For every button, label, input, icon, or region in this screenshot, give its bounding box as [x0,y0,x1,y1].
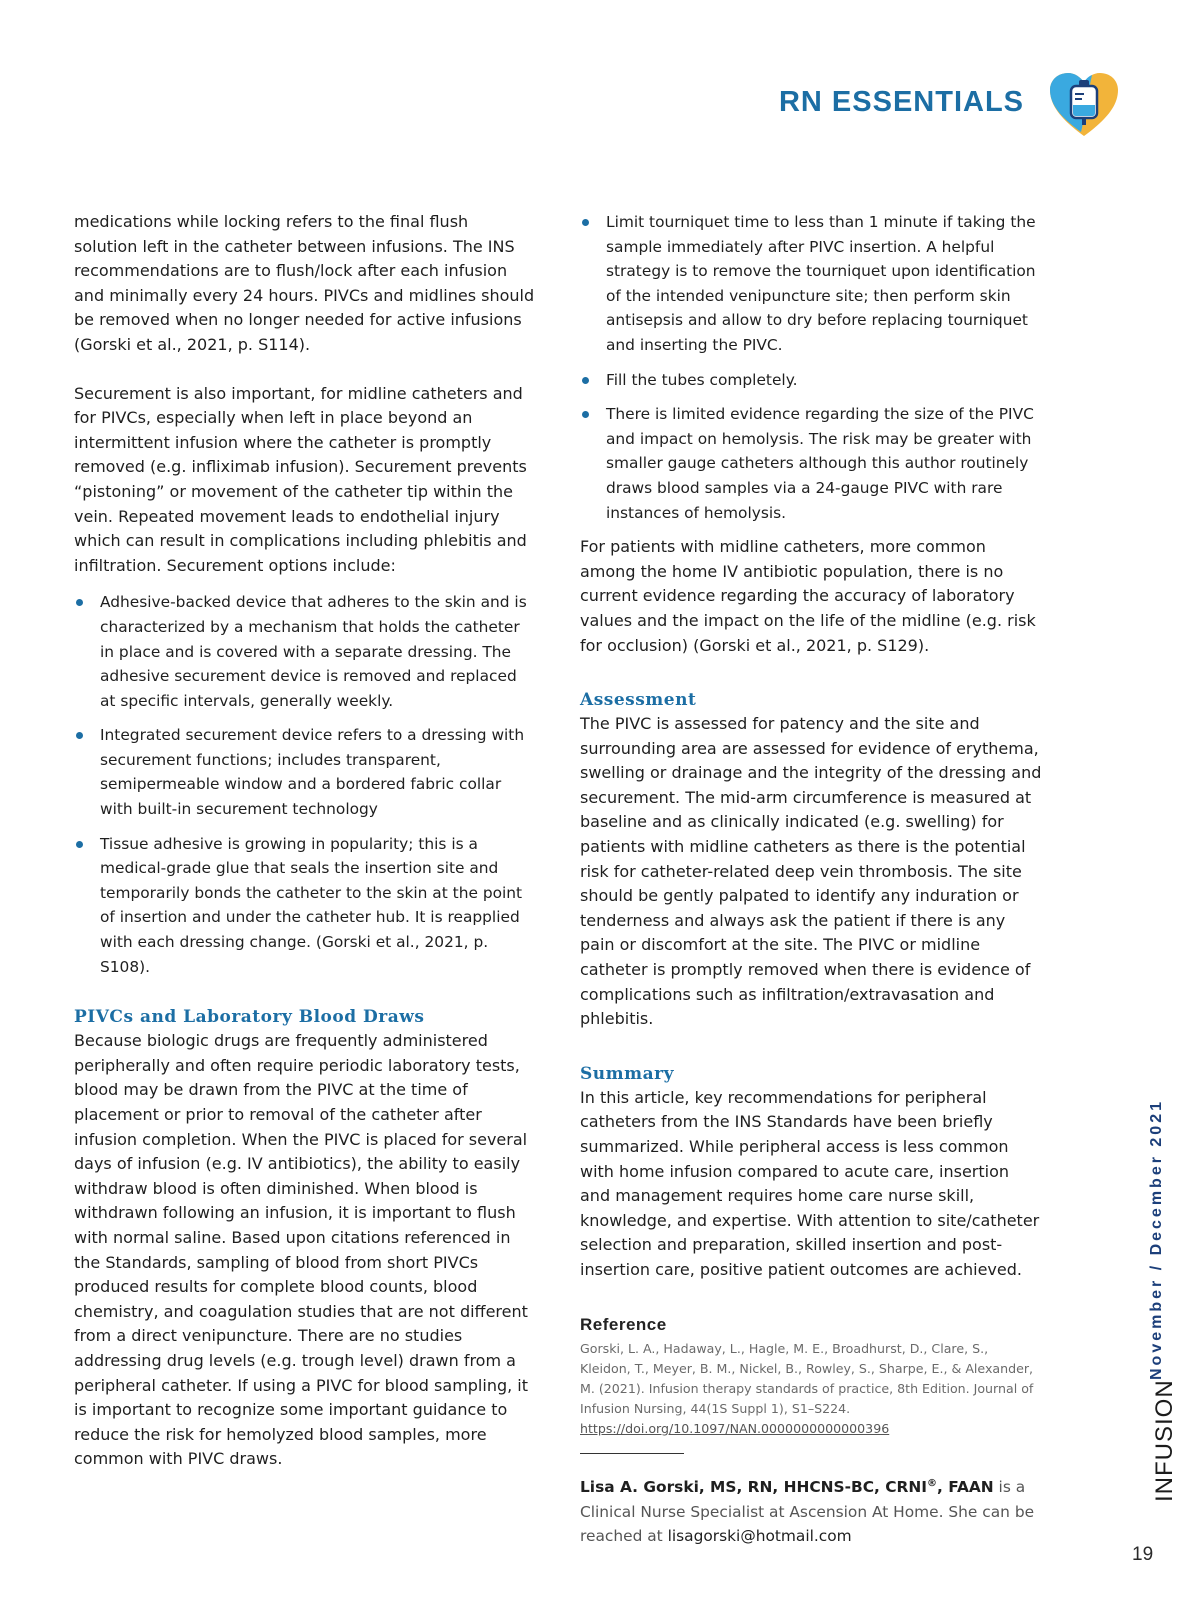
list-item: Adhesive-backed device that adheres to the skin and is characterized by a mechanism that holds the catheter in place and is covered with a separate dressing. The adhesive securement device is removed and replaced at specific intervals, generally weekly. [74,590,536,713]
heading-reference: Reference [580,1314,667,1334]
author-credential: , FAAN [937,1478,994,1497]
iv-bag-heart-icon [1048,72,1120,138]
paragraph-midline: For patients with midline catheters, more common among the home IV antibiotic population, there is no current evidence regarding the accuracy of laboratory values and the impact on the life of the midline (e.g. risk for occlusion) (Gorski et al., 2021, p. S129). [580,537,1036,655]
list-item: Limit tourniquet time to less than 1 minute if taking the sample immediately after PIVC insertion. A helpful strategy is to remove the tourniquet upon identification of the intended venipuncture site; then perform skin antisepsis and allow to dry before replacing tourniquet and inserting the PIVC. [580,210,1042,358]
bullet-icon [76,732,83,739]
securement-options-list [74,590,536,979]
bullet-icon [582,411,589,418]
author-email-link[interactable]: lisagorski@hotmail.com [667,1527,852,1546]
list-item: Tissue adhesive is growing in popularity; this is a medical-grade glue that seals the insertion site and temporarily bonds the catheter to the skin at the point of insertion and under the catheter hub. It is reapplied with each dressing change. (Gorski et al., 2021, p. S108). [74,832,536,980]
paragraph-summary: In this article, key recommendations for peripheral catheters from the INS Standards have been briefly summarized. While peripheral access is less common with home infusion compared to acute care, insertion and management requires home care nurse skill, knowledge, and expertise. With attention to site/catheter selection and preparation, skilled insertion and post-insertion care, positive patient outcomes are achieved. [580,1087,1040,1279]
author-bio: Lisa A. Gorski, MS, RN, HHCNS-BC, CRNI®, FAAN is a Clinical Nurse Specialist at Ascension At Home. She can be reached at lisagorski@hotmail.com [580,1478,1035,1546]
heading-blood-draws: PIVCs and Laboratory Blood Draws [74,1007,425,1028]
bullet-icon [582,219,589,226]
list-item: Integrated securement device refers to a dressing with securement functions; includes transparent, semipermeable window and a bordered fabric collar with built-in securement technology [74,723,536,821]
bullet-icon [76,841,83,848]
section-title: RN ESSENTIALS [778,86,1024,118]
list-item: Fill the tubes completely. [580,368,1042,393]
bullet-icon [76,599,83,606]
issue-date: November / December 2021 [1148,1099,1165,1380]
reference-citation: Gorski, L. A., Hadaway, L., Hagle, M. E., Broadhurst, D., Clare, S., Kleidon, T., Meyer, B. M., Nickel, B., Rowley, S., Sharpe, E., & Alexander, M. (2021). Infusion therapy standards of practice, 8th Edition. Journal of Infusion Nursing, 44(1S Suppl 1), S1–S224. https://doi.org/10.1097/NAN.0000000000000396 [580,1341,1034,1437]
registered-mark: ® [927,1478,937,1490]
reference-doi-link[interactable]: https://doi.org/10.1097/NAN.0000000000000396 [580,1421,890,1437]
left-column [74,210,536,1472]
blood-sampling-guidance-list [580,210,1042,525]
right-column [580,210,1042,1549]
page-number: 19 [1132,1544,1154,1565]
page-header [700,78,1120,138]
bullet-icon [582,377,589,384]
paragraph-flush-lock: medications while locking refers to the final flush solution left in the catheter between infusions. The INS recommendations are to flush/lock after each infusion and minimally every 24 hours. PIVCs and midlines should be removed when no longer needed for active infusions (Gorski et al., 2021, p. S114). [74,212,535,354]
author-name: Lisa A. Gorski, MS, RN, HHCNS-BC, CRNI [580,1478,927,1497]
divider [580,1453,684,1454]
paragraph-blood-draws: Because biologic drugs are frequently administered peripherally and often require periodic laboratory tests, blood may be drawn from the PIVC at the time of placement or prior to removal of the catheter after infusion completion. When the PIVC is placed for several days of infusion (e.g. IV antibiotics), the ability to easily withdraw blood is often diminished. When blood is withdrawn following an infusion, it is important to flush with normal saline. Based upon citations referenced in the Standards, sampling of blood from short PIVCs produced results for complete blood counts, blood chemistry, and coagulation studies that are not different from a direct venipuncture. There are no studies addressing drug levels (e.g. trough level) drawn from a peripheral catheter. If using a PIVC for blood sampling, it is important to recognize some important guidance to reduce the risk for hemolyzed blood samples, more common with PIVC draws. [74,1031,529,1469]
magazine-brand: INFUSION [1151,1379,1178,1502]
heading-summary: Summary [580,1063,674,1084]
list-item: There is limited evidence regarding the size of the PIVC and impact on hemolysis. The risk may be greater with smaller gauge catheters although this author routinely draws blood samples via a 24-gauge PIVC with rare instances of hemolysis. [580,402,1042,525]
paragraph-assessment: The PIVC is assessed for patency and the site and surrounding area are assessed for evidence of erythema, swelling or drainage and the integrity of the dressing and securement. The mid-arm circumference is measured at baseline and as clinically indicated (e.g. swelling) for patients with midline catheters as there is the potential risk for catheter-related deep vein thrombosis. The site should be gently palpated to identify any induration or tenderness and always ask the patient if there is any pain or discomfort at the site. The PIVC or midline catheter is promptly removed when there is evidence of complications such as infiltration/extravasation and phlebitis. [580,714,1042,1029]
paragraph-securement: Securement is also important, for midline catheters and for PIVCs, especially when left in place beyond an intermittent infusion where the catheter is promptly removed (e.g. infliximab infusion). Securement prevents “pistoning” or movement of the catheter tip within the vein. Repeated movement leads to endothelial injury which can result in complications including phlebitis and infiltration. Securement options include: [74,383,527,575]
heading-assessment: Assessment [580,690,697,711]
